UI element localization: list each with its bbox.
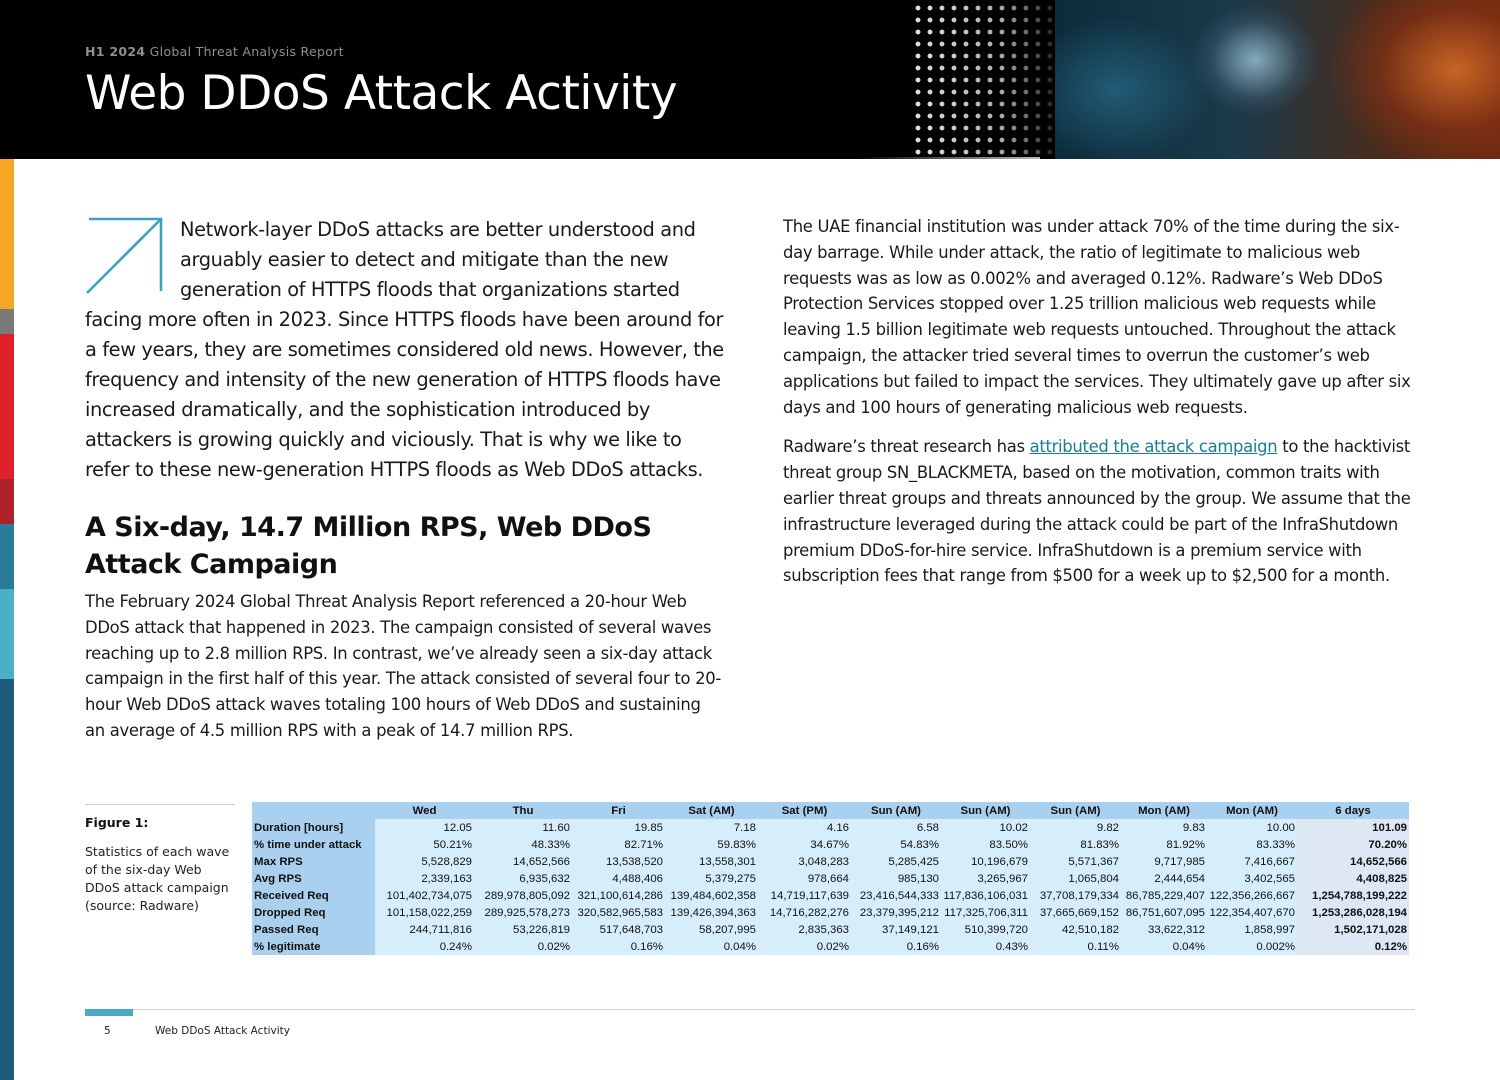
table-cell: 2,444,654 — [1121, 870, 1207, 887]
table-cell: 50.21% — [375, 836, 474, 853]
table-cell: 1,858,997 — [1207, 921, 1297, 938]
table-cell: 14,719,117,639 — [758, 887, 851, 904]
side-color-strip — [0, 159, 14, 1080]
table-cell: 23,379,395,212 — [851, 904, 941, 921]
table-cell: 86,751,607,095 — [1121, 904, 1207, 921]
table-cell: 42,510,182 — [1030, 921, 1121, 938]
dot-pattern-fade — [910, 0, 1060, 159]
table-row-label: Dropped Req — [252, 904, 375, 921]
table-cell: 2,339,163 — [375, 870, 474, 887]
table-cell: 978,664 — [758, 870, 851, 887]
table-row — [252, 921, 1409, 938]
hero-image — [1055, 0, 1500, 159]
table-cell: 4.16 — [758, 819, 851, 836]
table-cell: 244,711,816 — [375, 921, 474, 938]
intro-text: Network-layer DDoS attacks are better understood and arguably easier to detect and mitigate than the new generation of HTTPS floods that organizations started facing more often in 2023. Since HTTPS floods have been around for a few years, they are sometimes considered old news. However, the frequency and intensity of the new generation of HTTPS floods have increased dramatically, and the sophistication introduced by attackers is growing quickly and viciously. That is why we like to refer to these new-generation HTTPS floods as Web DDoS attacks. — [85, 218, 724, 481]
table-cell: 3,048,283 — [758, 853, 851, 870]
table-cell: 53,226,819 — [474, 921, 572, 938]
table-cell: 54.83% — [851, 836, 941, 853]
table-cell: 81.92% — [1121, 836, 1207, 853]
table-cell: 5,528,829 — [375, 853, 474, 870]
table-cell: 7,416,667 — [1207, 853, 1297, 870]
table-row — [252, 836, 1409, 853]
table-cell: 59.83% — [665, 836, 758, 853]
table-column-header: 6 days — [1297, 802, 1409, 819]
table-total-cell: 1,254,788,199,222 — [1297, 887, 1409, 904]
table-cell: 0.11% — [1030, 938, 1121, 955]
table-total-cell: 14,652,566 — [1297, 853, 1409, 870]
table-cell: 4,488,406 — [572, 870, 665, 887]
table-cell: 0.43% — [941, 938, 1030, 955]
table-column-header: Sat (PM) — [758, 802, 851, 819]
table-cell: 3,402,565 — [1207, 870, 1297, 887]
table-column-header: Fri — [572, 802, 665, 819]
intro-paragraph — [85, 215, 725, 485]
table-cell: 81.83% — [1030, 836, 1121, 853]
table-header-row — [252, 802, 1409, 819]
table-cell: 122,354,407,670 — [1207, 904, 1297, 921]
header-divider — [858, 157, 1040, 159]
table-cell: 86,785,229,407 — [1121, 887, 1207, 904]
table-cell: 37,149,121 — [851, 921, 941, 938]
figure-caption — [85, 815, 240, 915]
table-column-header: Sun (AM) — [851, 802, 941, 819]
table-cell: 6,935,632 — [474, 870, 572, 887]
table-column-header: Mon (AM) — [1207, 802, 1297, 819]
table-cell: 517,648,703 — [572, 921, 665, 938]
table-cell: 985,130 — [851, 870, 941, 887]
table-cell: 0.24% — [375, 938, 474, 955]
table-cell: 7.18 — [665, 819, 758, 836]
report-year: H1 2024 — [85, 44, 146, 59]
table-total-cell: 1,502,171,028 — [1297, 921, 1409, 938]
table-cell: 19.85 — [572, 819, 665, 836]
table-row-label: Passed Req — [252, 921, 375, 938]
table-column-header: Sat (AM) — [665, 802, 758, 819]
table-cell: 10,196,679 — [941, 853, 1030, 870]
table-cell: 0.02% — [758, 938, 851, 955]
table-column-header: Mon (AM) — [1121, 802, 1207, 819]
figure-label: Figure 1: — [85, 815, 149, 830]
report-name: Global Threat Analysis Report — [145, 44, 344, 59]
table-cell: 10.02 — [941, 819, 1030, 836]
table-cell: 289,925,578,273 — [474, 904, 572, 921]
table-total-cell: 0.12% — [1297, 938, 1409, 955]
table-cell: 14,716,282,276 — [758, 904, 851, 921]
figure-caption-text: Statistics of each wave of the six-day Web DDoS attack campaign (source: Radware) — [85, 844, 230, 913]
table-total-cell: 70.20% — [1297, 836, 1409, 853]
page-title: Web DDoS Attack Activity — [85, 66, 678, 121]
table-row-label: Avg RPS — [252, 870, 375, 887]
report-kicker — [85, 44, 344, 59]
table-cell: 33,622,312 — [1121, 921, 1207, 938]
campaign-paragraph: The February 2024 Global Threat Analysis Report referenced a 20-hour Web DDoS attack that happened in 2023. The campaign consisted of several waves reaching up to 2.8 million RPS. In contrast, we’ve already seen a six-day attack campaign in the first half of this year. The attack consisted of several four to 20-hour Web DDoS attack waves totaling 100 hours of Web DDoS and sustaining an average of 4.5 million RPS with a peak of 14.7 million RPS. — [85, 592, 721, 740]
table-cell: 5,571,367 — [1030, 853, 1121, 870]
table-cell: 289,978,805,092 — [474, 887, 572, 904]
table-cell: 0.002% — [1207, 938, 1297, 955]
table-cell: 10.00 — [1207, 819, 1297, 836]
table-row-label: Received Req — [252, 887, 375, 904]
section-heading-line-1: A Six-day, 14.7 Million RPS, Web DDoS — [85, 512, 652, 543]
arrow-icon — [85, 215, 180, 305]
table-cell: 82.71% — [572, 836, 665, 853]
right-column — [783, 214, 1423, 589]
table-body — [252, 819, 1409, 955]
table-cell: 320,582,965,583 — [572, 904, 665, 921]
footer-rule — [85, 1009, 1415, 1010]
table-row — [252, 819, 1409, 836]
table-row — [252, 870, 1409, 887]
table-row-label: % time under attack — [252, 836, 375, 853]
attribution-text-start: Radware’s threat research has — [783, 437, 1030, 457]
uae-paragraph: The UAE financial institution was under attack 70% of the time during the six-day barrage. While under attack, the ratio of legitimate to malicious web requests was as low as 0.002% and averaged 0.12%. Radware’s Web DDoS Protection Services stopped over 1.25 trillion malicious web requests while leaving 1.5 billion legitimate web requests untouched. Throughout the attack campaign, the attacker tried several times to overrun the customer’s web applications but failed to impact the services. They ultimately gave up after six days and 100 hours of generating malicious web requests. — [783, 217, 1411, 417]
footer-accent-bar — [85, 1009, 133, 1016]
section-heading — [85, 509, 725, 583]
table-cell: 37,665,669,152 — [1030, 904, 1121, 921]
table-corner-cell — [252, 802, 375, 819]
table-cell: 0.02% — [474, 938, 572, 955]
table-total-cell: 101.09 — [1297, 819, 1409, 836]
table-cell: 23,416,544,333 — [851, 887, 941, 904]
table-total-cell: 1,253,286,028,194 — [1297, 904, 1409, 921]
table-cell: 0.04% — [1121, 938, 1207, 955]
table-cell: 34.67% — [758, 836, 851, 853]
table-cell: 9.82 — [1030, 819, 1121, 836]
table-cell: 14,652,566 — [474, 853, 572, 870]
table-cell: 37,708,179,334 — [1030, 887, 1121, 904]
attribution-text-end: to the hacktivist threat group SN_BLACKMETA, based on the motivation, common traits with earlier threat groups and threats announced by the group. We assume that the infrastructure leveraged during the attack could be part of the InfraShutdown premium DDoS-for-hire service. InfraShutdown is a premium service with subscription fees that range from $500 for a week up to $2,500 for a month. — [783, 437, 1411, 586]
table-cell: 83.33% — [1207, 836, 1297, 853]
table-cell: 12.05 — [375, 819, 474, 836]
table-cell: 122,356,266,667 — [1207, 887, 1297, 904]
table-cell: 101,158,022,259 — [375, 904, 474, 921]
table-cell: 58,207,995 — [665, 921, 758, 938]
table-cell: 83.50% — [941, 836, 1030, 853]
table-row — [252, 887, 1409, 904]
table-column-header: Thu — [474, 802, 572, 819]
table-cell: 139,426,394,363 — [665, 904, 758, 921]
table-row-label: Duration [hours] — [252, 819, 375, 836]
table-cell: 48.33% — [474, 836, 572, 853]
section-heading-line-2: Attack Campaign — [85, 549, 338, 580]
table-cell: 5,285,425 — [851, 853, 941, 870]
table-row-label: Max RPS — [252, 853, 375, 870]
table-cell: 117,325,706,311 — [941, 904, 1030, 921]
table-column-header: Sun (AM) — [941, 802, 1030, 819]
left-column — [85, 215, 725, 744]
table-cell: 139,484,602,358 — [665, 887, 758, 904]
table-cell: 101,402,734,075 — [375, 887, 474, 904]
table-cell: 13,538,520 — [572, 853, 665, 870]
page-number: 5 — [104, 1025, 111, 1037]
attribution-paragraph — [783, 434, 1423, 589]
figure-rule — [85, 804, 235, 805]
table-column-header: Wed — [375, 802, 474, 819]
table-cell: 0.04% — [665, 938, 758, 955]
table-cell: 3,265,967 — [941, 870, 1030, 887]
table-row — [252, 904, 1409, 921]
table-cell: 11.60 — [474, 819, 572, 836]
table-cell: 0.16% — [851, 938, 941, 955]
table-cell: 13,558,301 — [665, 853, 758, 870]
table-column-header: Sun (AM) — [1030, 802, 1121, 819]
attack-stats-table — [252, 802, 1409, 955]
table-row-label: % legitimate — [252, 938, 375, 955]
attribution-link[interactable]: attributed the attack campaign — [1029, 437, 1278, 457]
footer-section-title: Web DDoS Attack Activity — [155, 1025, 290, 1037]
table-cell: 2,835,363 — [758, 921, 851, 938]
table-cell: 5,379,275 — [665, 870, 758, 887]
table-row — [252, 853, 1409, 870]
table-cell: 0.16% — [572, 938, 665, 955]
table-cell: 321,100,614,286 — [572, 887, 665, 904]
table-total-cell: 4,408,825 — [1297, 870, 1409, 887]
table-cell: 510,399,720 — [941, 921, 1030, 938]
table-cell: 1,065,804 — [1030, 870, 1121, 887]
table-cell: 9,717,985 — [1121, 853, 1207, 870]
table-cell: 6.58 — [851, 819, 941, 836]
table-row — [252, 938, 1409, 955]
table-cell: 117,836,106,031 — [941, 887, 1030, 904]
table-cell: 9.83 — [1121, 819, 1207, 836]
